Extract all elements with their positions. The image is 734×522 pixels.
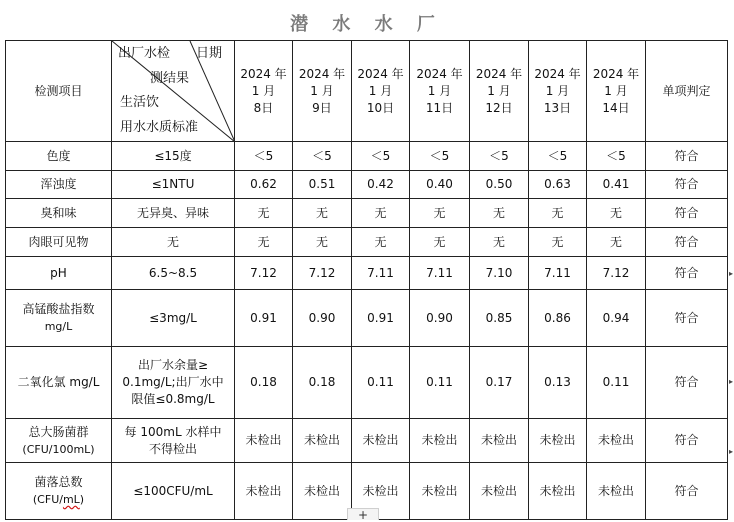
value-cell: 0.40 (410, 171, 470, 199)
item-name: 浑浊度 (40, 177, 77, 191)
value-cell: 未检出 (352, 463, 410, 520)
value-cell: 0.85 (470, 290, 529, 347)
date-day: 8日 (253, 100, 274, 115)
standard-value: 无异臭、异味 (136, 205, 209, 220)
value-cell: 0.51 (293, 171, 352, 199)
value-cell: ＜5 (410, 142, 470, 171)
value-cell: ＜5 (529, 142, 587, 171)
value-cell: 0.41 (587, 171, 646, 199)
value-cell: ＜5 (587, 142, 646, 171)
date-header (352, 41, 410, 142)
value-cell: 7.10 (470, 257, 529, 290)
value-cell: 0.18 (293, 347, 352, 419)
diag-label-standard-1: 生活饮 (120, 95, 160, 110)
value-cell: 无 (293, 199, 352, 228)
header-row (6, 41, 728, 142)
diag-label-date: 日期 (196, 46, 223, 61)
date-year: 2024 年 (416, 66, 463, 81)
value-cell: 0.62 (235, 171, 293, 199)
date-year: 2024 年 (592, 66, 640, 81)
item-name: 肉眼可见物 (28, 234, 89, 249)
value-cell: 0.11 (410, 347, 470, 419)
row-marker-icon: ▸ (729, 377, 734, 386)
value-cell: 未检出 (470, 463, 529, 520)
value-cell: 未检出 (235, 463, 293, 520)
date-day: 9日 (312, 100, 332, 115)
value-cell: 0.90 (293, 290, 352, 347)
date-month: 1 月 (604, 83, 628, 98)
item-name: 臭和味 (40, 205, 77, 220)
value-cell: 7.12 (587, 257, 646, 290)
value-cell: 无 (587, 228, 646, 257)
standard-line: 限值≤0.8mg/L (131, 392, 215, 406)
standard-cell (112, 142, 235, 171)
date-month: 1 月 (487, 83, 511, 98)
table-row (6, 142, 728, 171)
item-name-cell (6, 171, 112, 199)
value-cell: 0.42 (352, 171, 410, 199)
standard-line: 每 100mL 水样中 (124, 424, 222, 439)
value-cell: 无 (410, 199, 470, 228)
item-name-cell (6, 199, 112, 228)
value-cell: 无 (470, 228, 529, 257)
value-cell: 无 (470, 199, 529, 228)
value-cell: 0.91 (352, 290, 410, 347)
value-cell: 未检出 (410, 419, 470, 463)
value-cell: 0.18 (235, 347, 293, 419)
value-cell: 0.91 (235, 290, 293, 347)
value-cell: ＜5 (470, 142, 529, 171)
row-marker-icon: ▸ (729, 447, 734, 456)
value-cell: 未检出 (529, 419, 587, 463)
standard-cell (112, 257, 235, 290)
table-row (6, 228, 728, 257)
item-name: 色度 (46, 148, 71, 163)
value-cell: 无 (352, 199, 410, 228)
value-cell: 0.13 (529, 347, 587, 419)
standard-value: 无 (166, 234, 179, 249)
table-row (6, 347, 728, 419)
value-cell: 7.11 (410, 257, 470, 290)
date-month: 1 月 (368, 83, 393, 98)
value-cell: 7.12 (293, 257, 352, 290)
add-row-button[interactable]: + (347, 508, 379, 520)
value-cell: 7.11 (529, 257, 587, 290)
standard-value: 6.5~8.5 (148, 265, 198, 280)
item-name-cell (6, 463, 112, 520)
date-header (470, 41, 529, 142)
value-cell: 未检出 (293, 419, 352, 463)
diag-label-standard-2: 用水水质标准 (120, 120, 199, 135)
date-day: 12日 (485, 100, 513, 115)
standard-value: ≤3mg/L (149, 310, 197, 325)
item-name-cell (6, 257, 112, 290)
date-header (293, 41, 352, 142)
value-cell: 0.11 (587, 347, 646, 419)
item-name: 总大肠菌群 (28, 424, 89, 439)
standard-cell (112, 199, 235, 228)
standard-cell (112, 347, 235, 419)
table-row (6, 257, 728, 290)
value-cell: 0.50 (470, 171, 529, 199)
value-cell: 0.11 (352, 347, 410, 419)
judgement-cell: 符合 (646, 347, 728, 419)
date-month: 1 月 (545, 83, 570, 98)
value-cell: 7.12 (235, 257, 293, 290)
standard-cell (112, 228, 235, 257)
judgement-cell: 符合 (646, 463, 728, 520)
value-cell: 未检出 (352, 419, 410, 463)
date-year: 2024 年 (298, 66, 346, 81)
date-header (410, 41, 470, 142)
value-cell: 无 (235, 199, 293, 228)
header-item-label: 检测项目 (6, 41, 112, 142)
water-quality-table (5, 40, 728, 520)
date-header (529, 41, 587, 142)
item-name-cell (6, 228, 112, 257)
item-name: 菌落总数 (34, 475, 83, 489)
page-title: 潜 水 水 厂 (290, 14, 444, 35)
diag-label-result: 测结果 (150, 71, 190, 86)
item-unit: (CFU/mL) (32, 493, 85, 506)
item-unit: mg/L (44, 320, 73, 333)
item-name: pH (50, 265, 67, 280)
value-cell: 无 (529, 228, 587, 257)
value-cell: ＜5 (235, 142, 293, 171)
item-unit: (CFU/100mL) (22, 442, 95, 456)
standard-value: ≤1NTU (151, 177, 195, 191)
item-name-cell (6, 347, 112, 419)
value-cell: ＜5 (293, 142, 352, 171)
judgement-cell: 符合 (646, 290, 728, 347)
date-day: 10日 (366, 100, 395, 115)
standard-line: 0.1mg/L;出厂水中 (122, 375, 224, 389)
item-name-cell (6, 142, 112, 171)
table-row (6, 171, 728, 199)
date-month: 1 月 (251, 83, 276, 98)
judgement-cell: 符合 (646, 199, 728, 228)
judgement-cell: 符合 (646, 171, 728, 199)
date-day: 14日 (602, 100, 630, 115)
date-header (235, 41, 293, 142)
value-cell: 0.90 (410, 290, 470, 347)
date-day: 11日 (425, 100, 454, 115)
value-cell: 未检出 (587, 463, 646, 520)
date-year: 2024 年 (240, 66, 287, 81)
judgement-cell: 符合 (646, 142, 728, 171)
date-month: 1 月 (427, 83, 452, 98)
standard-cell (112, 290, 235, 347)
value-cell: 未检出 (235, 419, 293, 463)
standard-line: 出厂水余量≥ (137, 358, 209, 372)
standard-value: ≤15度 (154, 148, 192, 163)
value-cell: 无 (529, 199, 587, 228)
date-year: 2024 年 (357, 66, 404, 81)
value-cell: 无 (293, 228, 352, 257)
date-header (587, 41, 646, 142)
header-diagonal-cell (112, 41, 235, 142)
value-cell: 0.86 (529, 290, 587, 347)
item-name-cell (6, 290, 112, 347)
standard-line: 不得检出 (148, 441, 197, 456)
date-year: 2024 年 (534, 66, 581, 81)
value-cell: 未检出 (470, 419, 529, 463)
date-day: 13日 (543, 100, 572, 115)
value-cell: 0.94 (587, 290, 646, 347)
row-marker-icon: ▸ (729, 269, 734, 278)
item-name: 高锰酸盐指数 (22, 302, 95, 316)
judgement-cell: 符合 (646, 257, 728, 290)
diag-label-inspection: 出厂水检 (118, 46, 171, 61)
standard-cell (112, 463, 235, 520)
spellcheck-mark: mL (62, 493, 80, 506)
value-cell: 无 (235, 228, 293, 257)
value-cell: 未检出 (529, 463, 587, 520)
judgement-cell: 符合 (646, 419, 728, 463)
item-name: 二氧化氯 mg/L (17, 375, 100, 389)
table-row (6, 199, 728, 228)
value-cell: 无 (587, 199, 646, 228)
value-cell: 未检出 (587, 419, 646, 463)
value-cell: 无 (352, 228, 410, 257)
table-row (6, 290, 728, 347)
table-row (6, 419, 728, 463)
value-cell: 0.63 (529, 171, 587, 199)
standard-value: ≤100CFU/mL (133, 483, 213, 498)
item-name-cell (6, 419, 112, 463)
value-cell: 7.11 (352, 257, 410, 290)
value-cell: 未检出 (293, 463, 352, 520)
standard-cell (112, 419, 235, 463)
header-judge-label: 单项判定 (646, 41, 728, 142)
date-month: 1 月 (310, 83, 334, 98)
value-cell: ＜5 (352, 142, 410, 171)
judgement-cell: 符合 (646, 228, 728, 257)
value-cell: 0.17 (470, 347, 529, 419)
standard-cell (112, 171, 235, 199)
date-year: 2024 年 (475, 66, 523, 81)
value-cell: 无 (410, 228, 470, 257)
value-cell: 未检出 (410, 463, 470, 520)
